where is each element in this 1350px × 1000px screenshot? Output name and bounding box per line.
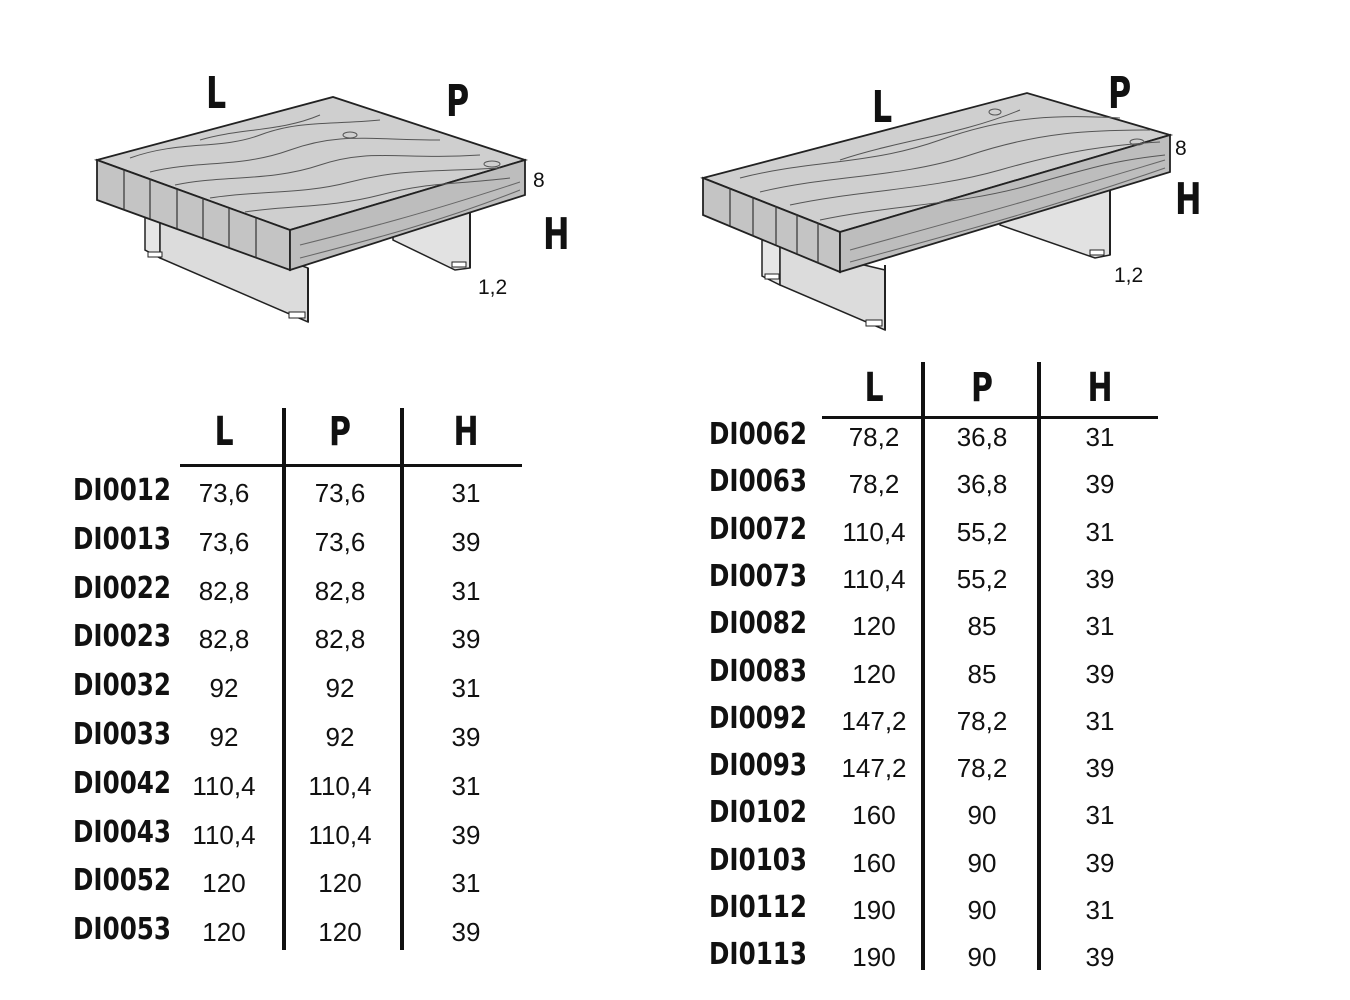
right-cell-p: 90 [967,800,997,831]
right-cell-h: 39 [1085,658,1115,689]
left-cell-h: 31 [451,478,481,508]
right-cell-p: 90 [967,895,997,925]
right-cell-p: 55,2 [956,516,1008,547]
right-cell-h: 31 [1085,516,1115,547]
right-cell-l: 190 [852,895,896,925]
left-row-code: DI0042 [73,765,172,801]
right-cell-p: 90 [967,847,997,878]
left-cell-h: 39 [451,917,481,948]
left-cell-h: 39 [451,526,481,557]
right-cell-l: 160 [852,847,896,878]
right-cell-p: 78,2 [956,753,1008,784]
right-cell-l: 147,2 [841,705,907,736]
left-cell-p: 92 [325,673,355,704]
right-cell-l: 147,2 [841,753,907,784]
right-cell-l: 120 [852,611,896,642]
right-cell-p: 85 [967,658,997,689]
left-cell-h: 39 [451,819,481,850]
left-cell-h: 31 [451,770,481,801]
left-illus-label-l: L [206,68,227,119]
left-row-code: DI0033 [73,717,172,752]
right-cell-l: 110,4 [842,563,906,594]
right-cell-h: 39 [1085,469,1115,500]
left-illus-label-h: H [543,209,570,260]
left-cell-l: 110,4 [192,770,256,801]
left-cell-l: 82,8 [198,575,250,606]
left-cell-p: 73,6 [314,478,366,508]
right-cell-h: 39 [1085,942,1115,973]
left-header-l: L [214,409,234,455]
left-cell-l: 110,4 [192,819,256,850]
right-cell-p: 90 [967,942,997,973]
right-header-h: H [1087,365,1113,411]
left-cell-h: 31 [451,868,481,899]
right-illus-thickness: 8 [1175,137,1187,160]
right-cell-h: 31 [1085,611,1115,642]
right-cell-p: 55,2 [956,563,1008,594]
left-row-code: DI0013 [73,521,172,557]
right-cell-h: 31 [1085,422,1115,452]
right-cell-p: 36,8 [956,469,1008,500]
left-header-p: P [328,409,351,455]
right-cell-p: 85 [967,611,997,642]
left-row-code: DI0032 [73,668,172,704]
right-cell-h: 39 [1085,753,1115,784]
left-illus-leg: 1,2 [478,276,508,299]
left-cell-p: 82,8 [314,575,366,606]
right-illus-label-p: P [1108,68,1132,119]
right-cell-l: 190 [852,942,896,973]
left-cell-p: 110,4 [308,770,372,801]
left-cell-l: 92 [209,673,239,704]
left-cell-l: 120 [202,868,246,899]
left-illus-label-p: P [446,76,470,127]
right-cell-l: 78,2 [848,469,900,500]
left-cell-p: 120 [318,917,362,948]
right-row-code: DI0093 [709,748,808,784]
left-cell-l: 73,6 [198,478,250,508]
right-cell-p: 78,2 [956,705,1008,736]
left-cell-h: 39 [451,624,481,655]
right-cell-h: 31 [1085,705,1115,736]
left-cell-p: 110,4 [308,819,372,850]
left-row-code: DI0052 [73,863,172,899]
right-row-code: DI0092 [709,700,808,736]
right-header-rule [822,416,1158,419]
left-cell-h: 31 [451,575,481,606]
left-row-code: DI0043 [73,814,172,850]
right-row-code: DI0102 [709,795,808,831]
right-row-code: DI0113 [709,937,808,973]
left-cell-l: 92 [209,722,239,752]
left-cell-p: 82,8 [314,624,366,655]
right-cell-l: 160 [852,800,896,831]
right-cell-h: 39 [1085,563,1115,594]
right-illus-leg: 1,2 [1114,264,1144,287]
right-cell-l: 78,2 [848,422,900,452]
right-cell-h: 31 [1085,895,1115,925]
left-cell-l: 82,8 [198,624,250,655]
left-table-illustration [0,0,640,340]
left-cell-h: 31 [451,673,481,704]
right-row-code: DI0072 [709,511,808,547]
left-row-code: DI0012 [73,473,172,508]
left-header-h: H [453,409,479,455]
right-header-p: P [970,365,993,411]
right-illus-label-l: L [872,82,893,133]
right-column-divider [1037,362,1041,970]
left-cell-l: 120 [202,917,246,948]
right-header-l: L [864,365,884,411]
left-header-rule [180,464,522,467]
left-cell-p: 92 [325,722,355,752]
left-cell-l: 73,6 [198,526,250,557]
left-row-code: DI0023 [73,619,172,655]
right-table-illustration [640,0,1340,340]
right-row-code: DI0083 [709,653,808,689]
right-cell-l: 110,4 [842,516,906,547]
left-row-code: DI0022 [73,570,172,606]
right-cell-h: 39 [1085,847,1115,878]
left-cell-h: 39 [451,722,481,752]
right-row-code: DI0063 [709,464,808,500]
right-row-code: DI0082 [709,606,808,642]
right-cell-l: 120 [852,658,896,689]
right-row-code: DI0112 [709,890,808,925]
right-row-code: DI0062 [709,417,808,452]
right-coffee-table-drawing [640,0,1340,340]
left-row-code: DI0053 [73,912,172,948]
right-row-code: DI0073 [709,558,808,594]
right-illus-label-h: H [1175,174,1202,225]
left-column-divider [400,408,404,950]
right-row-code: DI0103 [709,842,808,878]
left-illus-thickness: 8 [533,169,545,192]
left-cell-p: 73,6 [314,526,366,557]
right-cell-h: 31 [1085,800,1115,831]
right-cell-p: 36,8 [956,422,1008,452]
left-cell-p: 120 [318,868,362,899]
